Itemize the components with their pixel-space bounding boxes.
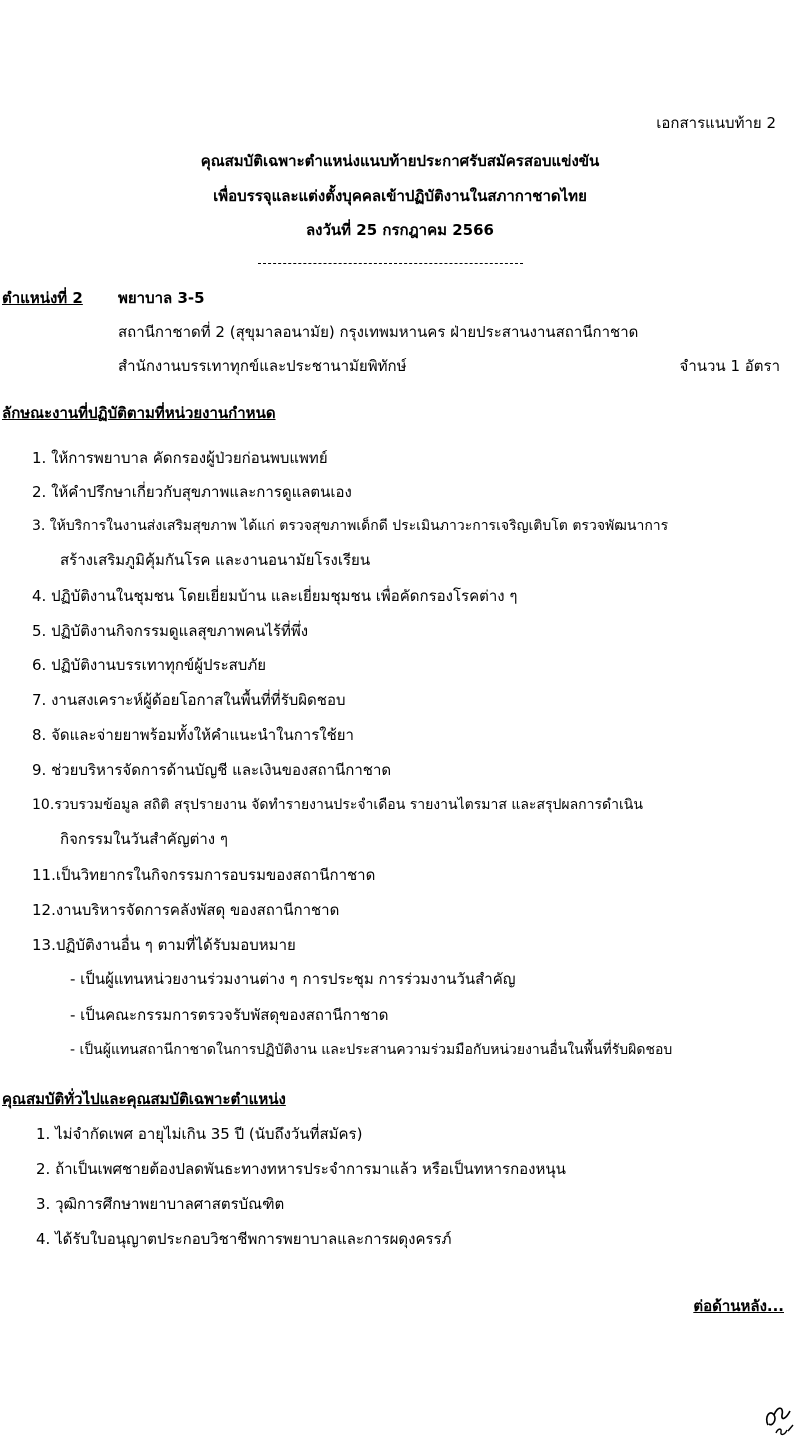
duty-item-5: 5. ปฏิบัติงานกิจกรรมดูแลสุขภาพคนไร้ที่พึ่ง xyxy=(32,622,309,640)
annex-label: เอกสารแนบท้าย 2 xyxy=(656,114,776,132)
qualification-item-2: 2. ถ้าเป็นเพศชายต้องปลดพันธะทางทหารประจำการมาแล้ว หรือเป็นทหารกองหนุน xyxy=(36,1160,566,1178)
qualification-item-3: 3. วุฒิการศึกษาพยาบาลศาสตรบัณฑิต xyxy=(36,1195,285,1213)
qualification-item-1: 1. ไม่จำกัดเพศ อายุไม่เกิน 35 ปี (นับถึงวันที่สมัคร) xyxy=(36,1125,363,1143)
duty-item-12: 12.งานบริหารจัดการคลังพัสดุ ของสถานีกาชาด xyxy=(32,901,340,919)
divider-line xyxy=(258,263,523,264)
duty-item-10-continued: กิจกรรมในวันสำคัญต่าง ๆ xyxy=(60,830,228,848)
position-title: พยาบาล 3-5 xyxy=(118,289,205,307)
duty-item-8: 8. จัดและจ่ายยาพร้อมทั้งให้คำแนะนำในการใช้ยา xyxy=(32,726,354,744)
position-label: ตำแหน่งที่ 2 xyxy=(2,289,83,307)
position-quota: จำนวน 1 อัตรา xyxy=(679,357,780,375)
duty-sub-item-3: - เป็นผู้แทนสถานีกาชาดในการปฏิบัติงาน และประสานความร่วมมือกับหน่วยงานอื่นในพื้นที่รับผิดชอบ xyxy=(70,1042,673,1058)
duties-heading: ลักษณะงานที่ปฏิบัติตามที่หน่วยงานกำหนด xyxy=(2,404,276,422)
heading-line-2: เพื่อบรรจุและแต่งตั้งบุคคลเข้าปฏิบัติงานในสภากาชาดไทย xyxy=(213,187,587,205)
duty-item-13: 13.ปฏิบัติงานอื่น ๆ ตามที่ได้รับมอบหมาย xyxy=(32,936,296,954)
duty-item-9: 9. ช่วยบริหารจัดการด้านบัญชี และเงินของสถานีกาชาด xyxy=(32,761,392,779)
duty-item-10: 10.รวบรวมข้อมูล สถิติ สรุปรายงาน จัดทำรายงานประจำเดือน รายงานไตรมาส และสรุปผลการดำเนิน xyxy=(32,797,643,813)
duty-item-11: 11.เป็นวิทยากรในกิจกรรมการอบรมของสถานีกาชาด xyxy=(32,866,376,884)
position-unit-line-1: สถานีกาชาดที่ 2 (สุขุมาลอนามัย) กรุงเทพมหานคร ฝ่ายประสานงานสถานีกาชาด xyxy=(118,323,639,341)
duty-sub-item-2: - เป็นคณะกรรมการตรวจรับพัสดุของสถานีกาชาด xyxy=(70,1006,389,1024)
duty-item-2: 2. ให้คำปรึกษาเกี่ยวกับสุขภาพและการดูแลตนเอง xyxy=(32,483,352,501)
duty-item-3-continued: สร้างเสริมภูมิคุ้มกันโรค และงานอนามัยโรงเรียน xyxy=(60,551,371,569)
duty-item-7: 7. งานสงเคราะห์ผู้ด้อยโอกาสในพื้นที่ที่รับผิดชอบ xyxy=(32,691,346,709)
duty-item-4: 4. ปฏิบัติงานในชุมชน โดยเยี่ยมบ้าน และเยี่ยมชุมชน เพื่อคัดกรองโรคต่าง ๆ xyxy=(32,587,518,605)
qualifications-heading: คุณสมบัติทั่วไปและคุณสมบัติเฉพาะตำแหน่ง xyxy=(2,1090,286,1108)
heading-line-3: ลงวันที่ 25 กรกฎาคม 2566 xyxy=(305,221,494,239)
handwritten-initials-signature xyxy=(762,1395,796,1437)
continued-note: ต่อด้านหลัง... xyxy=(693,1297,784,1315)
duty-sub-item-1: - เป็นผู้แทนหน่วยงานร่วมงานต่าง ๆ การประชุม การร่วมงานวันสำคัญ xyxy=(70,970,516,988)
duty-item-3: 3. ให้บริการในงานส่งเสริมสุขภาพ ได้แก่ ตรวจสุขภาพเด็กดี ประเมินภาวะการเจริญเติบโต ตรวจพัฒนาการ xyxy=(32,518,669,534)
qualification-item-4: 4. ได้รับใบอนุญาตประกอบวิชาชีพการพยาบาลและการผดุงครรภ์ xyxy=(36,1230,452,1248)
position-unit-line-2: สำนักงานบรรเทาทุกข์และประชานามัยพิทักษ์ xyxy=(118,357,407,375)
duty-item-6: 6. ปฏิบัติงานบรรเทาทุกข์ผู้ประสบภัย xyxy=(32,656,267,674)
duty-item-1: 1. ให้การพยาบาล คัดกรองผู้ป่วยก่อนพบแพทย์ xyxy=(32,449,328,467)
heading-line-1: คุณสมบัติเฉพาะตำแหน่งแนบท้ายประกาศรับสมัครสอบแข่งขัน xyxy=(200,152,600,170)
